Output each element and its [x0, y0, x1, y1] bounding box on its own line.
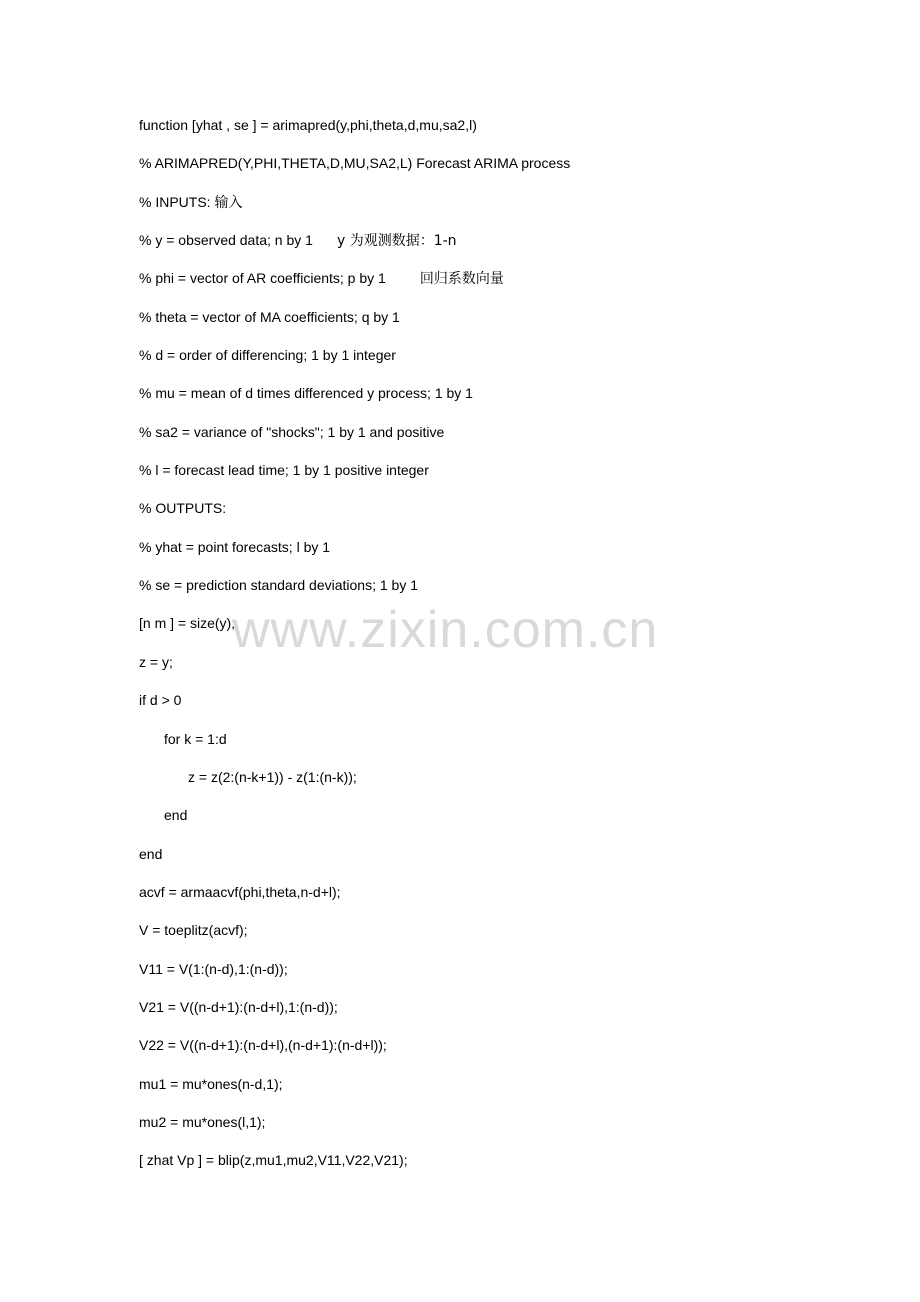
- code-line: [139, 1034, 570, 1072]
- code-text: % mu = mean of d times differenced y process; 1 by 1: [139, 385, 473, 402]
- code-line: [139, 804, 570, 842]
- code-line: [139, 459, 570, 497]
- chinese-annotation: 输入: [214, 194, 243, 211]
- code-text: z = y;: [139, 653, 173, 670]
- code-line: [139, 728, 570, 766]
- code-line: [139, 1073, 570, 1111]
- code-line: [139, 1111, 570, 1149]
- code-text: z = z(2:(n-k+1)) - z(1:(n-k));: [188, 768, 357, 785]
- code-text: for k = 1:d: [164, 730, 227, 747]
- code-text: % OUTPUTS:: [139, 500, 227, 517]
- code-text: % ARIMAPRED(Y,PHI,THETA,D,MU,SA2,L) Forecast ARIMA process: [139, 155, 571, 172]
- code-line: [139, 766, 570, 804]
- code-text: % phi = vector of AR coefficients; p by 1: [139, 270, 386, 287]
- code-line: [139, 344, 570, 382]
- code-text: % se = prediction standard deviations; 1 by 1: [139, 577, 419, 594]
- code-text: % INPUTS:: [139, 193, 215, 210]
- code-line: [139, 306, 570, 344]
- code-line: [139, 382, 570, 420]
- code-line: [139, 689, 570, 727]
- code-text: end: [139, 845, 163, 862]
- code-line: [139, 996, 570, 1034]
- code-text: mu1 = mu*ones(n-d,1);: [139, 1075, 283, 1092]
- code-line: [139, 958, 570, 996]
- code-line: [139, 651, 570, 689]
- code-line: [139, 612, 570, 650]
- code-text: V11 = V(1:(n-d),1:(n-d));: [139, 960, 288, 977]
- code-text: % sa2 = variance of "shocks"; 1 by 1 and positive: [139, 423, 445, 440]
- chinese-annotation: 回归系数向量: [419, 271, 504, 288]
- code-text: % y = observed data; n by 1: [139, 232, 313, 249]
- code-line: [139, 114, 570, 152]
- code-text: V22 = V((n-d+1):(n-d+l),(n-d+1):(n-d+l));: [139, 1037, 387, 1054]
- code-text: [ zhat Vp ] = blip(z,mu1,mu2,V11,V22,V21);: [139, 1152, 408, 1169]
- code-text: acvf = armaacvf(phi,theta,n-d+l);: [139, 883, 341, 900]
- code-line: [139, 919, 570, 957]
- code-line: [139, 229, 570, 267]
- code-text: V = toeplitz(acvf);: [139, 922, 248, 939]
- code-text: % theta = vector of MA coefficients; q by 1: [139, 308, 400, 325]
- code-line: [139, 191, 570, 229]
- code-listing: [139, 114, 570, 1188]
- code-line: [139, 267, 570, 305]
- code-line: [139, 497, 570, 535]
- code-text: end: [164, 807, 188, 824]
- code-line: [139, 536, 570, 574]
- chinese-annotation: y 为观测数据：1-n: [336, 233, 457, 250]
- watermark: www.zixin.com.cn: [232, 601, 659, 659]
- code-text: V21 = V((n-d+1):(n-d+l),1:(n-d));: [139, 998, 338, 1015]
- code-text: [n m ] = size(y);: [139, 615, 236, 632]
- code-text: function [yhat , se ] = arimapred(y,phi,theta,d,mu,sa2,l): [139, 117, 477, 133]
- code-line: [139, 574, 570, 612]
- code-line: [139, 421, 570, 459]
- code-text: % l = forecast lead time; 1 by 1 positive integer: [139, 462, 429, 479]
- code-text: if d > 0: [139, 692, 182, 709]
- code-text: % yhat = point forecasts; l by 1: [139, 538, 331, 555]
- code-line: [139, 152, 570, 190]
- code-text: % d = order of differencing; 1 by 1 integer: [139, 347, 396, 364]
- code-line: [139, 843, 570, 881]
- code-line: [139, 1149, 570, 1187]
- code-line: [139, 881, 570, 919]
- code-text: mu2 = mu*ones(l,1);: [139, 1113, 266, 1130]
